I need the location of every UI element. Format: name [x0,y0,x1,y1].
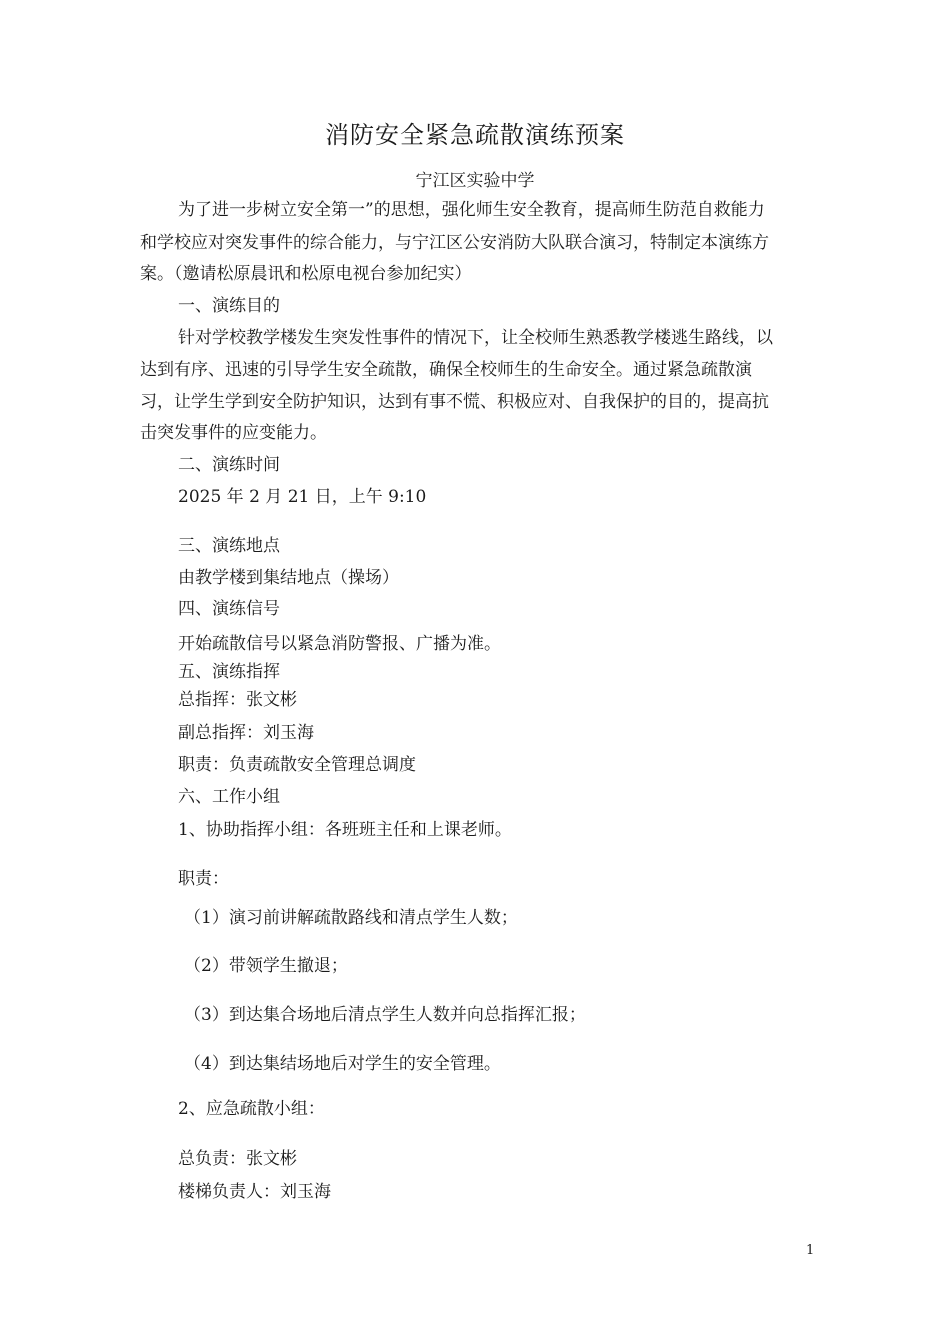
section-heading-1: 一、演练目的 [178,296,280,316]
page-number: 1 [806,1243,815,1258]
section-heading-5: 五、演练指挥 [178,662,280,682]
section-heading-4: 四、演练信号 [178,599,280,619]
duty-item-2: （2）带领学生撤退； [184,956,348,976]
document-title: 消防安全紧急疏散演练预案 [325,121,625,149]
intro-line-3: 案。（邀请松原晨讯和松原电视台参加纪实） [140,264,472,284]
stair-leader: 楼梯负责人：刘玉海 [178,1182,331,1202]
intro-line-2: 和学校应对突发事件的综合能力，与宁江区公安消防大队联合演习，特制定本演练方 [140,233,769,253]
section-heading-3: 三、演练地点 [178,536,280,556]
commander-duty: 职责：负责疏散安全管理总调度 [178,755,416,775]
section-heading-6: 六、工作小组 [178,787,280,807]
section1-line-1: 针对学校教学楼发生突发性事件的情况下，让全校师生熟悉教学楼逃生路线，以 [178,328,773,348]
duty-item-1: （1）演习前讲解疏散路线和清点学生人数； [184,908,518,928]
duty-label: 职责： [178,869,229,889]
duty-item-4: （4）到达集结场地后对学生的安全管理。 [184,1054,501,1074]
section1-line-2: 达到有序、迅速的引导学生安全疏散，确保全校师生的生命安全。通过紧急疏散演 [140,360,752,380]
duty-item-3: （3）到达集合场地后清点学生人数并向总指挥汇报； [184,1005,586,1025]
drill-signal: 开始疏散信号以紧急消防警报、广播为准。 [178,634,501,654]
section1-line-3: 习，让学生学到安全防护知识，达到有事不慌、积极应对、自我保护的目的，提高抗 [140,392,769,412]
group-2: 2、应急疏散小组： [178,1099,325,1119]
section-heading-2: 二、演练时间 [178,455,280,475]
drill-time: 2025 年 2 月 21 日，上午 9:10 [178,487,427,507]
group-1: 1、协助指挥小组：各班班主任和上课老师。 [178,820,512,840]
commander: 总指挥：张文彬 [178,690,297,710]
document-subtitle: 宁江区实验中学 [415,171,535,191]
group-2-leader: 总负责：张文彬 [178,1149,297,1169]
section1-line-4: 击突发事件的应变能力。 [140,423,327,443]
intro-line-1: 为了进一步树立安全第一”的思想，强化师生安全教育，提高师生防范自救能力 [178,200,765,220]
drill-location: 由教学楼到集结地点（操场） [178,568,399,588]
deputy-commander: 副总指挥：刘玉海 [178,723,314,743]
